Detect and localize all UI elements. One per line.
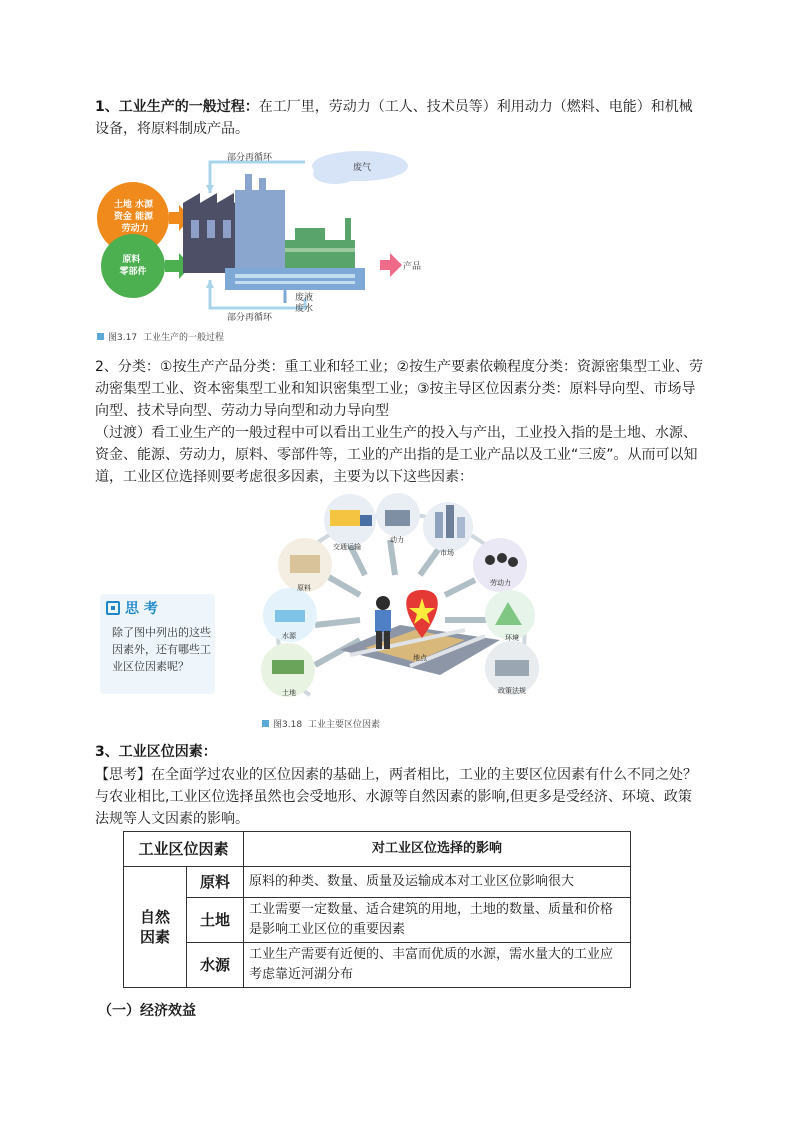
table-row [124, 943, 631, 988]
table-row-effect: 工业需要一定数量、适合建筑的用地，土地的数量、质量和价格是影响工业区位的重要因素 [244, 898, 631, 943]
table-header-row [124, 832, 631, 867]
figure-3-18 [250, 490, 550, 708]
fig317-waste-liquid: 废液 废水 [295, 293, 314, 314]
table-row [124, 867, 631, 898]
fig317-input-top: 土地 水源 资金 能源 劳动力 [113, 200, 153, 234]
fig318-label-land: 土地 [282, 689, 296, 697]
section4-heading: （一）经济效益 [98, 1003, 196, 1019]
think-icon [106, 601, 120, 615]
section2-classification: 2、分类：①按生产产品分类：重工业和轻工业；②按生产要素依赖程度分类：资源密集型工业、劳动密集型工业、资本密集型工业和知识密集型工业；③按主导区位因素分类：原料导向型、市场导向型、技术导向型、劳动力导向型和动力导向型 [95, 359, 704, 419]
table-row-effect: 原料的种类、数量、质量及运输成本对工业区位影响很大 [244, 867, 631, 898]
table-row-name: 土地 [187, 898, 244, 943]
think-text: 除了图中列出的这些因素外，还有哪些工业区位因素呢？ [112, 626, 211, 673]
fig317-input-bottom: 原料 零部件 [119, 255, 147, 277]
figure-3-17 [95, 148, 425, 323]
fig317-recycle-top: 部分再循环 [227, 153, 273, 163]
fig318-label-labor: 劳动力 [490, 579, 511, 587]
section1-body: 在工厂里，劳动力（工人、技术员等）利用动力（燃料、电能）和机械设备，将原料制成产品。 [95, 99, 693, 137]
fig318-label-power: 动力 [390, 536, 404, 544]
fig318-caption-text: 工业主要区位因素 [308, 720, 381, 730]
section3-answer: 与农业相比,工业区位选择虽然也会受地形、水源等自然因素的影响,但更多是受经济、环境、政策法规等人文因素的影响。 [95, 789, 692, 827]
product-arrow [380, 253, 402, 277]
section1-paragraph [95, 96, 705, 140]
table-header-effect: 对工业区位选择的影响 [244, 832, 631, 867]
table-row [124, 898, 631, 943]
factory-base [225, 268, 365, 290]
section3-think-question: 在全面学过农业的区位因素的基础上，两者相比，工业的主要区位因素有什么不同之处？ [151, 767, 697, 783]
fig317-recycle-bottom: 部分再循环 [227, 313, 273, 323]
section3-heading: 3、工业区位因素： [95, 744, 217, 760]
fig318-label-policy: 政策法规 [498, 687, 526, 695]
table-header-factor: 工业区位因素 [124, 832, 244, 867]
caption-marker-icon [262, 720, 269, 727]
fig318-label-environment: 环境 [505, 634, 519, 642]
section1-heading: 1、工业生产的一般过程： [95, 99, 259, 115]
fig318-caption-num: 图3.18 [273, 720, 303, 730]
section2-transition: （过渡）看工业生产的一般过程中可以看出工业生产的投入与产出，工业投入指的是土地、水源、资金、能源、劳动力，原料、零部件等，工业的产出指的是工业产品以及工业“三废”。从而可以知道，工业区位选择则要考虑很多因素，主要为以下这些因素： [95, 425, 698, 485]
fig318-label-material: 原料 [297, 584, 311, 592]
table-category: 自然 因素 [124, 867, 187, 988]
think-title [106, 598, 158, 618]
fig317-caption [97, 330, 224, 343]
fig318-label-site: 地点 [413, 654, 427, 662]
section3-think-label: 【思考】 [95, 767, 151, 783]
think-title-text: 思 考 [125, 601, 158, 617]
fig318-label-transport: 交通运输 [333, 543, 361, 551]
caption-marker-icon [97, 333, 104, 340]
fig317-product: 产品 [403, 262, 422, 272]
fig317-waste-gas: 废气 [353, 163, 372, 173]
input-circle-bottom [101, 234, 165, 298]
person-icon [376, 596, 390, 610]
fig318-label-market: 市场 [440, 549, 454, 557]
location-factor-table [123, 831, 631, 988]
fig317-caption-text: 工业生产的一般过程 [143, 333, 225, 343]
fig318-label-water: 水源 [282, 632, 296, 640]
table-row-name: 原料 [187, 867, 244, 898]
section3-think [95, 764, 710, 786]
table-row-effect: 工业生产需要有近便的、丰富而优质的水源，需水量大的工业应考虑靠近河湖分布 [244, 943, 631, 988]
table-row-name: 水源 [187, 943, 244, 988]
fig317-caption-num: 图3.17 [108, 333, 138, 343]
fig318-caption [262, 717, 380, 730]
recycle-top-arrow [210, 162, 305, 193]
